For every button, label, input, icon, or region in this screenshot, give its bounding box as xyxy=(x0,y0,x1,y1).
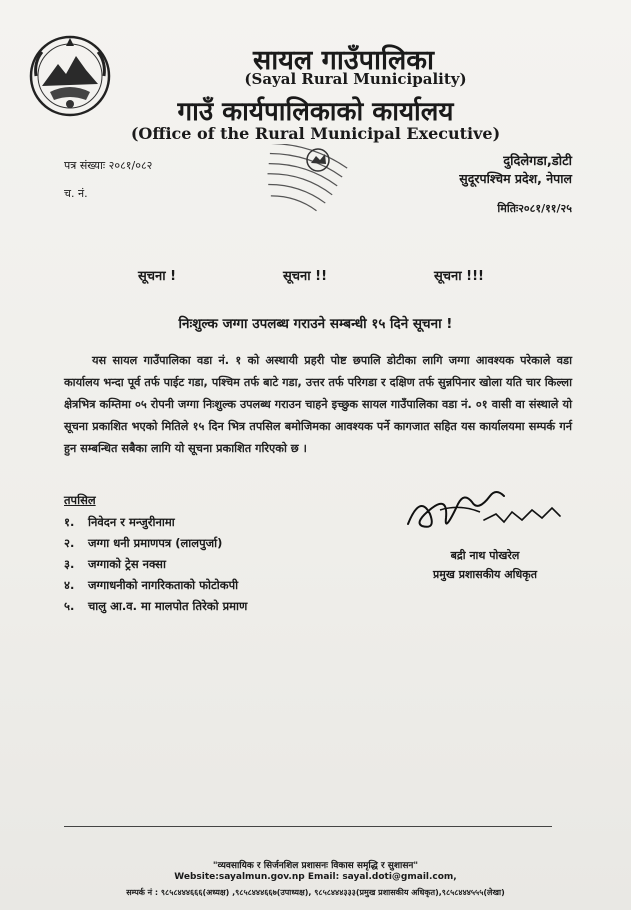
dispatch-number: च. नं. xyxy=(64,187,88,200)
attachments-list xyxy=(64,512,247,617)
footer-web-email: Website:sayalmun.gov.np Email: sayal.doti@gmail.com, xyxy=(174,872,457,882)
office-province: सुदूरपश्चिम प्रदेश, नेपाल xyxy=(459,171,572,186)
notice-heading-1: सूचना ! xyxy=(138,269,177,284)
municipality-title-en: (Sayal Rural Municipality) xyxy=(244,70,467,88)
notice-body: यस सायल गाउँपालिका वडा नं. १ को अस्थायी प्रहरी पोष्ट छपालि डोटीका लागि जग्गा आवश्यक परेकाले वडा कार्यालय भन्दा पूर्व तर्फ पाईट गडा, पश्चिम तर्फ बाटे गडा, उत्तर तर्फ परिगडा र दक्षिण तर्फ सुन्नपिनार खोला यति चार किल्ला क्षेत्रभित्र कम्तिमा ०५ रोपनी जग्गा निःशुल्क उपलब्ध गराउन चाहने इच्छुक सायल गाउँपालिका वडा नं. ०१ वासी वा संस्थाले यो सूचना प्रकाशित भएको मितिले १५ दिन भित्र तपसिल बमोजिमका आवश्यक पर्ने कागजात सहित यस कार्यालयमा सम्पर्क गर्न हुन सम्बन्धित सबैका लागि यो सूचना प्रकाशित गरिएको छ । xyxy=(64,354,572,455)
municipality-title-np: सायल गाउँपालिका xyxy=(253,45,434,76)
letter-number: पत्र संख्याः २०८१/०८२ xyxy=(64,159,153,172)
office-title-en: (Office of the Rural Municipal Executive) xyxy=(130,124,501,143)
list-item: ३. जग्गाको ट्रेस नक्सा xyxy=(64,557,166,571)
signatory-title: प्रमुख प्रशासकीय अधिकृत xyxy=(433,568,537,581)
notice-subject: निःशुल्क जग्गा उपलब्ध गराउने सम्बन्धी १५ दिने सूचना ! xyxy=(178,316,453,332)
signatory-name: बद्री नाथ पोखरेल xyxy=(450,549,520,562)
office-location: दुदिलेगडा,डोटी xyxy=(503,154,572,169)
footer-slogan: "व्यवसायिक र सिर्जनशिल प्रशासनः विकास समृद्धि र सुशासन" xyxy=(212,861,419,871)
list-item: १. निवेदन र मन्जुरीनामा xyxy=(64,515,175,529)
footer-contacts: सम्पर्क नं : ९८५८४४४६६६(अध्यक्ष) ,९८५८४४४६६७(उपाध्यक्ष), ९८५८४४४३३३(प्रमुख प्रशासकीय अधिकृत),९८५८४४४५५५(लेखा) xyxy=(126,888,505,897)
notice-heading-3: सूचना !!! xyxy=(434,269,484,284)
letter-date: मितिः२०८१/११/२५ xyxy=(497,202,572,215)
office-stamp xyxy=(244,144,352,236)
signatory-block xyxy=(400,546,570,584)
list-item: २. जग्गा धनी प्रमाणपत्र (लालपुर्जा) xyxy=(64,536,223,550)
attachments-heading: तपसिल xyxy=(64,493,96,507)
footer-divider xyxy=(64,826,552,827)
list-item: ५. चालु आ.व. मा मालपोत तिरेको प्रमाण xyxy=(64,599,248,613)
handwritten-signature xyxy=(400,474,568,544)
office-title-np: गाउँ कार्यपालिकाको कार्यालय xyxy=(177,97,454,127)
list-item: ४. जग्गाधनीको नागरिकताको फोटोकपी xyxy=(64,578,239,592)
notice-heading-2: सूचना !! xyxy=(283,269,328,284)
